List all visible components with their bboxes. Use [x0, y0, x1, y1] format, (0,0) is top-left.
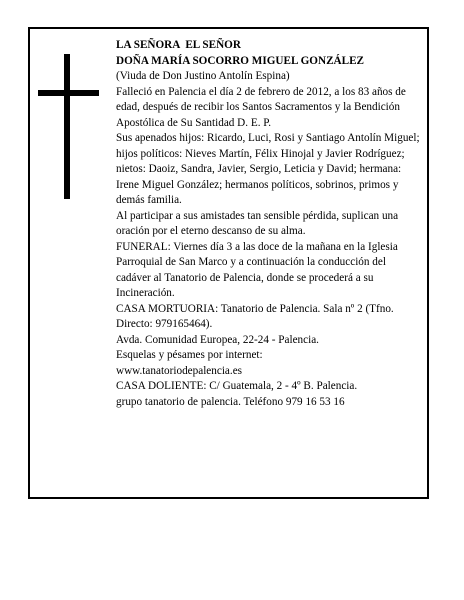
widow-subtitle: (Viuda de Don Justino Antolín Espina) — [116, 70, 290, 82]
cross-icon — [38, 54, 99, 199]
deceased-name: DOÑA MARÍA SOCORRO MIGUEL GONZÁLEZ — [116, 54, 365, 67]
family-paragraph: Sus apenados hijos: Ricardo, Luci, Rosi y Santiago Antolín Miguel; hijos políticos: Nieves Martín, Félix Hinojal y Javier Rodríguez; nietos: Daoiz, Sandra, Javier, Sergio, Leticia y David; hermana: Irene Miguel González; hermanos políticos, sobrinos, primos y demás familia. — [116, 132, 420, 206]
funeral-paragraph: FUNERAL: Viernes día 3 a las doce de la mañana en la Iglesia Parroquial de San Marco y a continuación la conducción del cadáver al Tanatorio de Palencia, donde se procederá a su Incineración. — [116, 240, 398, 299]
cross-horizontal-bar — [38, 90, 99, 96]
family-home-line: CASA DOLIENTE: C/ Guatemala, 2 - 4º B. Palencia. — [116, 380, 358, 392]
wake-house-paragraph: CASA MORTUORIA: Tanatorio de Palencia. Sala nº 2 (Tfno. Directo: 979165464). — [116, 302, 394, 330]
address-line: Avda. Comunidad Europea, 22-24 - Palencia. — [116, 333, 319, 346]
condolences-label: Esquelas y pésames por internet: — [116, 349, 263, 361]
condolences-url: www.tanatoriodepalencia.es — [116, 364, 243, 377]
obituary-text-block — [116, 38, 422, 410]
funeral-home-phone: grupo tanatorio de palencia. Teléfono 979 16 53 16 — [116, 395, 345, 408]
cross-vertical-bar — [64, 54, 70, 199]
passing-paragraph: Falleció en Palencia el día 2 de febrero de 2012, a los 83 años de edad, después de recibir los Santos Sacramentos y la Bendición Apostólica de Su Santidad D. E. P. — [116, 85, 406, 129]
prayer-request-paragraph: Al participar a sus amistades tan sensible pérdida, suplican una oración por el eterno descanso de su alma. — [116, 209, 399, 237]
heading-line-1: LA SEÑORA EL SEÑOR — [116, 39, 241, 51]
